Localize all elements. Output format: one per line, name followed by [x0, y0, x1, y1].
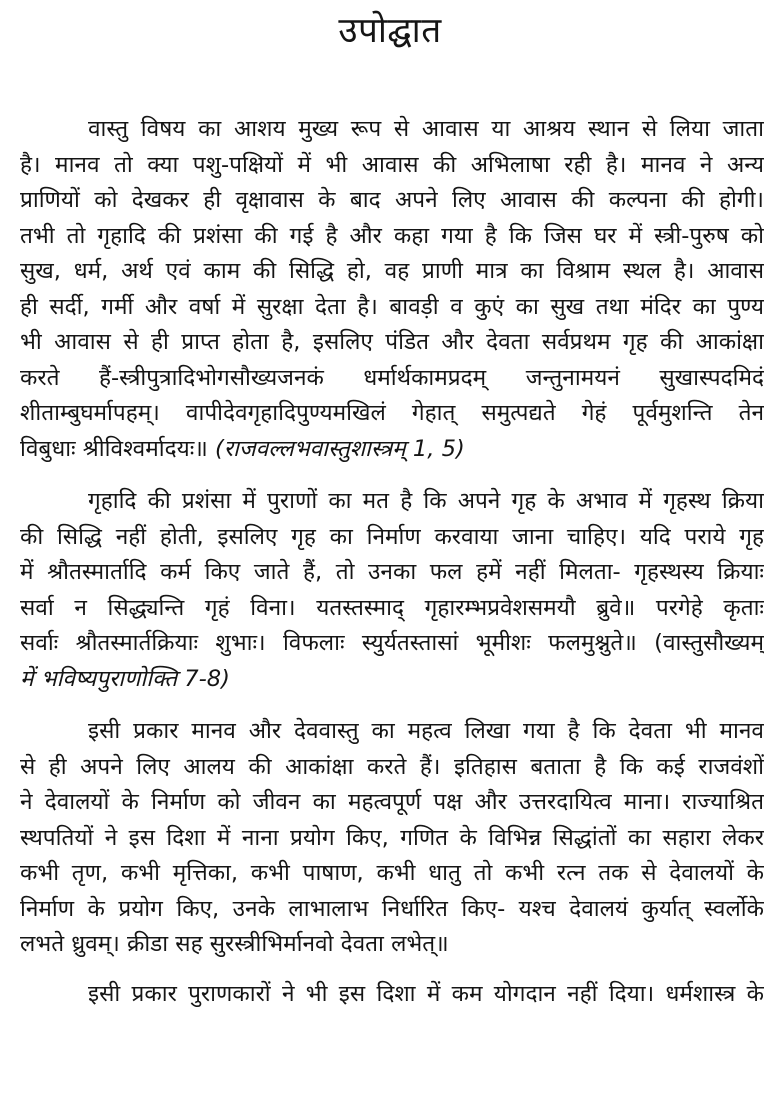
text-line: करते हैं-स्त्रीपुत्रादिभोगसौख्यजनकं धर्मार्थकामप्रदम् जन्तुनामयनं सुखास्पदमिदं	[20, 364, 764, 391]
text-line: स्थपतियों ने इस दिशा में नाना प्रयोग किए, गणित के विभिन्न सिद्धांतों का सहारा लेकर	[20, 824, 764, 851]
text-line: गृहादि की प्रशंसा में पुराणों का मत है कि अपने गृह के अभाव में गृहस्थ क्रिया	[88, 488, 764, 514]
text-line: की सिद्धि नहीं होती, इसलिए गृह का निर्माण करवाया जाना चाहिए। यदि पराये गृह	[20, 523, 764, 550]
text-line: से ही अपने लिए आलय की आकांक्षा करते हैं। इतिहास बताता है कि कई राजवंशों	[20, 753, 764, 780]
paragraph-1	[20, 112, 764, 467]
text-line: तभी तो गृहादि की प्रशंसा की गई है और कहा गया है कि जिस घर में स्त्री-पुरुष को	[20, 222, 764, 249]
text-line: सर्वा न सिद्ध्यन्ति गृहं विना। यतस्तस्माद् गृहारम्भप्रवेशसमयौ ब्रुवे॥ परगेहे कृताः	[20, 594, 764, 621]
text-line: भी आवास से ही प्राप्त होता है, इसलिए पंडित और देवता सर्वप्रथम गृह की आकांक्षा	[20, 329, 764, 355]
paragraph-3	[20, 714, 764, 963]
text-line: इसी प्रकार पुराणकारों ने भी इस दिशा में कम योगदान नहीं दिया। धर्मशास्त्र के	[88, 980, 764, 1007]
paragraph-4	[20, 977, 764, 1013]
citation: में भविष्यपुराणोक्ति 7-8)	[20, 665, 230, 692]
page-title: उपोद्घात	[338, 11, 442, 51]
text-line: ही सर्दी, गर्मी और वर्षा में सुरक्षा देता है। बावड़ी व कुएं का सुख तथा मंदिर का पुण्य	[20, 293, 764, 320]
body-text	[20, 112, 764, 1012]
citation: (राजवल्लभवास्तुशास्त्रम् 1, 5)	[214, 435, 465, 462]
text-line: ने देवालयों के निर्माण को जीवन का महत्वपूर्ण पक्ष और उत्तरदायित्व माना। राज्याश्रित	[20, 789, 764, 815]
text-line: निर्माण के प्रयोग किए, उनके लाभालाभ निर्धारित किए- यश्च देवालयं कुर्यात् स्वर्लोके	[20, 895, 764, 922]
text-line: में श्रौतस्मार्तादि कर्म किए जाते हैं, तो उनका फल हमें नहीं मिलता- गृहस्थस्य क्रियाः	[20, 559, 764, 585]
text-line: वास्तु विषय का आशय मुख्य रूप से आवास या आश्रय स्थान से लिया जाता	[88, 116, 764, 142]
text-line: सुख, धर्म, अर्थ एवं काम की सिद्धि हो, वह प्राणी मात्र का विश्राम स्थल है। आवास	[20, 258, 764, 284]
text-line: प्राणियों को देखकर ही वृक्षावास के बाद अपने लिए आवास की कल्पना की होगी।	[20, 187, 764, 213]
text-line: है। मानव तो क्या पशु-पक्षियों में भी आवास की अभिलाषा रही है। मानव ने अन्य	[20, 151, 764, 178]
text-line: लभते ध्रुवम्। क्रीडा सह सुरस्त्रीभिर्मानवो देवता लभेत्॥	[20, 931, 449, 957]
text-line	[20, 432, 764, 468]
text-line: कभी तृण, कभी मृत्तिका, कभी पाषाण, कभी धातु तो कभी रत्न तक से देवालयों के	[20, 860, 764, 886]
verse-text: विबुधाः श्रीविश्वर्मादयः॥	[20, 435, 208, 462]
text-line: शीताम्बुघर्मापहम्। वापीदेवगृहादिपुण्यमखिलं गेहात् समुत्पद्यते गेहं पूर्वमुशन्ति तेन	[20, 400, 764, 426]
paragraph-2	[20, 484, 764, 697]
text-line: इसी प्रकार मानव और देववास्तु का महत्व लिखा गया है कि देवता भी मानव	[88, 718, 764, 744]
text-line: सर्वाः श्रौतस्मार्तक्रियाः शुभाः। विफलाः स्युर्यतस्तासां भूमीशः फलमुश्नुते॥ (वास्तुसौख्यम्	[20, 630, 764, 656]
